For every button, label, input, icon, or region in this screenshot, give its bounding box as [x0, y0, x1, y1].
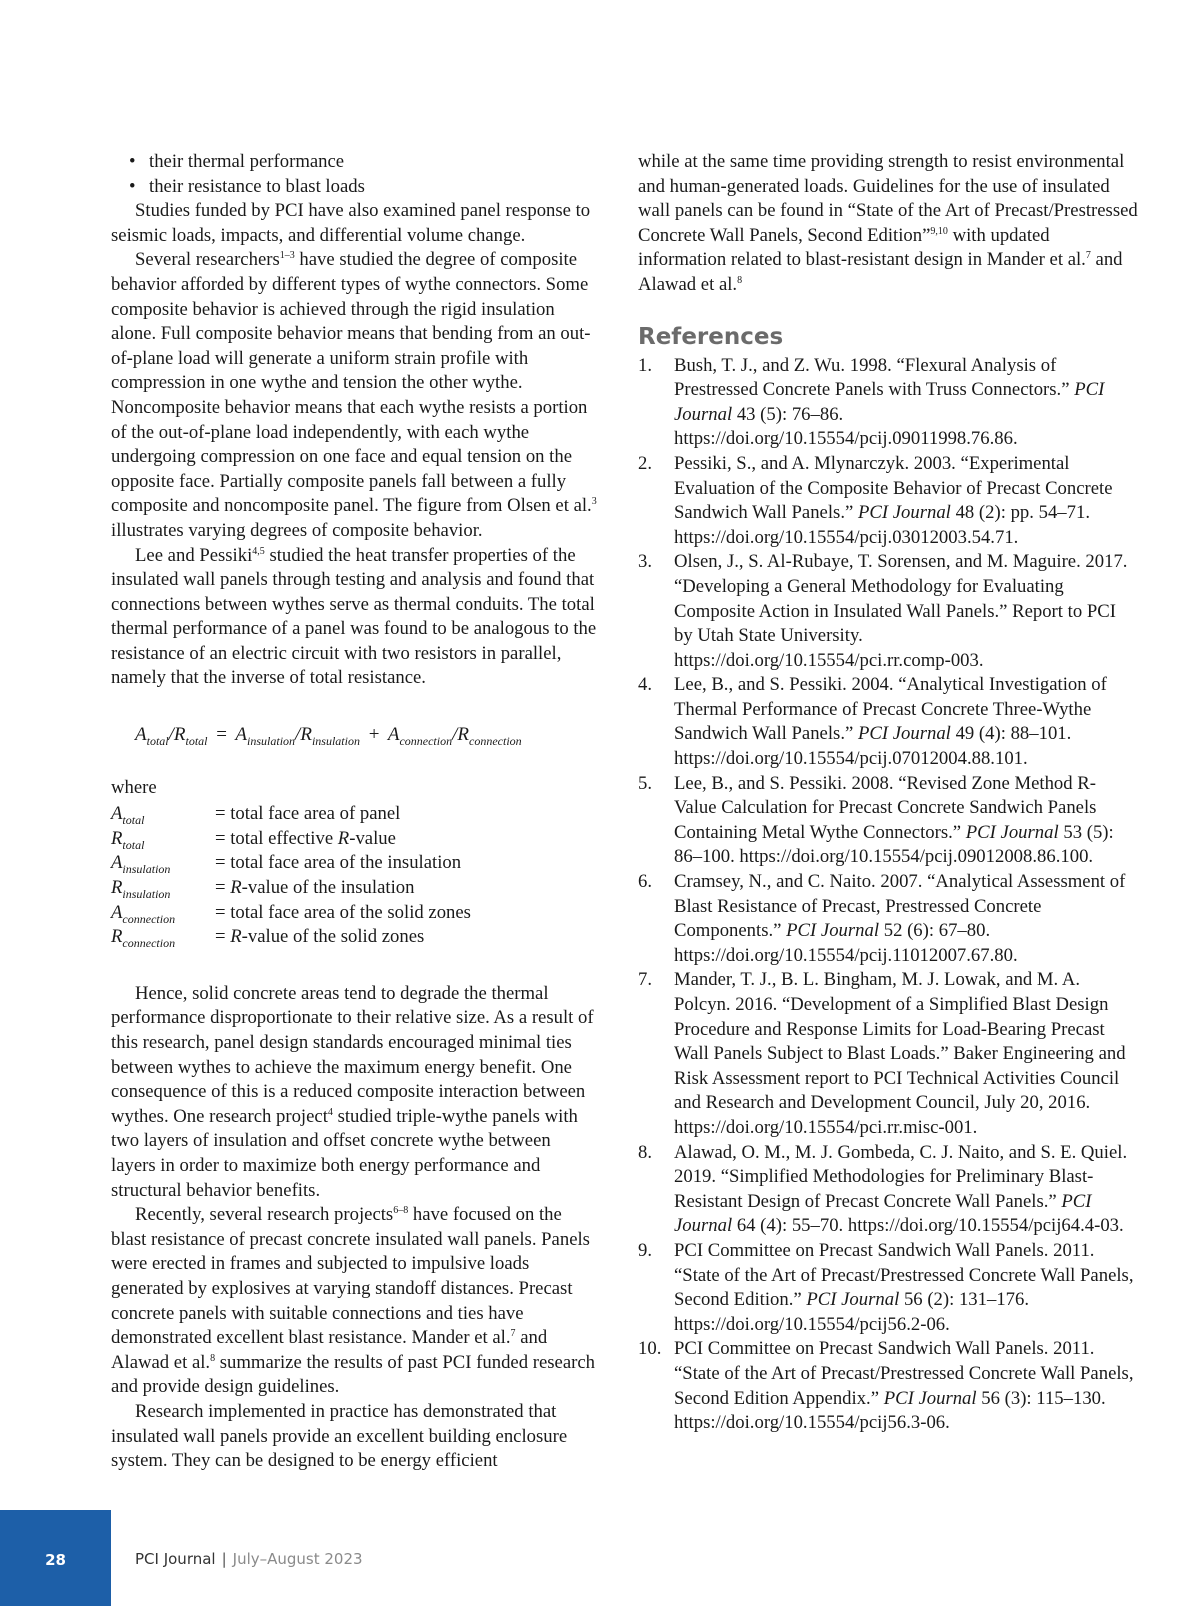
reference-item: 8. Alawad, O. M., M. J. Gombeda, C. J. Naito, and S. E. Quiel. 2019. “Simplified Methodologies for Preliminary Blast-Resistant Design of Precast Concrete Wall Panels.” PCI Journal 64 (4): 55–70. https://doi.org/10.15554/pcij64.4-03.: [638, 1141, 1128, 1237]
paragraph: while at the same time providing strength to resist environmental and human-generated loads. Guidelines for the use of insulated wall panels can be found in “State of the Art of Precast/Prestressed Concrete Wall Panels, Second Edition”$^{9,10}$ with updated information related to blast-resistant design in Mander et al.$^7$ and Alawad et al.$^8$: [638, 151, 1138, 295]
where-label: where: [111, 776, 157, 798]
definition-row: $R_{total}$ = total effective R-value: [111, 827, 396, 852]
paragraph: Several researchers$^{1-3}$ have studied the degree of composite behavior afforded by different types of wythe connectors. Some composite behavior is achieved through the rigid insulation alone. Full composite behavior means that bending from an out-of-plane load will generate a uniform strain profile with compression in one wythe and tension the other wythe. Noncomposite behavior means that each wythe resists a portion of the out-of-plane load independently, with each wythe undergoing compression on one face and equal tension on the opposite face. Partially composite panels fall between a fully composite and noncomposite panel. The figure from Olsen et al.$^3$ illustrates varying degrees of composite behavior.: [111, 249, 597, 541]
reference-item: 2. Pessiki, S., and A. Mlynarczyk. 2003. “Experimental Evaluation of the Composite Behavior of Precast Concrete Sandwich Wall Panels.” PCI Journal 48 (2): pp. 54–71. https://doi.org/10.15554/pcij.03012003.54.71.: [638, 452, 1113, 548]
journal-name: PCI Journal: [135, 1550, 216, 1568]
paragraph: Lee and Pessiki$^{4,5}$ studied the heat transfer properties of the insulated wall panels through testing and analysis and found that connections between wythes serve as thermal conduits. The total thermal performance of a panel was found to be analogous to the resistance of an electric circuit with two resistors in parallel, namely that the inverse of total resistance.: [111, 544, 597, 689]
citation: 4,5: [252, 545, 265, 557]
equation: $A_{total}/R_{total} = A_{insulation}/R_{insulation} + A_{connection}/R_{connection}$: [135, 724, 522, 749]
reference-item: 3. Olsen, J., S. Al-Rubaye, T. Sorensen, and M. Maguire. 2017. “Developing a General Methodology for Evaluating Composite Action in Insulated Wall Panels.” Report to PCI by Utah State University. https://doi.org/10.15554/pci.rr.comp-003.: [638, 551, 1128, 671]
paragraph: Studies funded by PCI have also examined panel response to seismic loads, impacts, and differential volume change.: [111, 200, 591, 246]
citation: 1–3: [279, 250, 295, 262]
page-number: 28: [45, 1551, 66, 1569]
citation: 9,10: [930, 225, 948, 237]
right-column: [638, 150, 1138, 1436]
reference-item: 1. Bush, T. J., and Z. Wu. 1998. “Flexural Analysis of Prestressed Concrete Panels with Truss Connectors.” PCI Journal 43 (5): 76–86. https://doi.org/10.15554/pcij.09011998.76.86.: [638, 354, 1105, 450]
definition-row: $A_{insulation}$ = total face area of the insulation: [111, 852, 462, 877]
definition-row: $A_{connection}$ = total face area of the solid zones: [111, 901, 471, 926]
citation: 4: [327, 1106, 333, 1118]
reference-item: 5. Lee, B., and S. Pessiki. 2008. “Revised Zone Method R-Value Calculation for Precast Concrete Sandwich Panels Containing Metal Wythe Connectors.” PCI Journal 53 (5): 86–100. https://doi.org/10.15554/pcij.09012008.86.100.: [638, 772, 1114, 868]
running-footer: [135, 1550, 363, 1568]
citation: 8: [737, 274, 743, 286]
reference-item: 4. Lee, B., and S. Pessiki. 2004. “Analytical Investigation of Thermal Performance of Precast Concrete Three-Wythe Sandwich Wall Panels.” PCI Journal 49 (4): 88–101. https://doi.org/10.15554/pcij.07012004.88.101.: [638, 674, 1107, 770]
definition-row: $R_{insulation}$ = R-value of the insulation: [111, 877, 415, 902]
definition-row: $R_{connection}$ = R-value of the solid zones: [111, 926, 425, 951]
reference-list: [638, 354, 1138, 1436]
references-heading: References: [638, 323, 784, 350]
citation: 3: [591, 496, 597, 508]
bullet-list: [111, 150, 597, 199]
definition-row: $A_{total}$ = total face area of panel: [111, 803, 401, 828]
variable-definitions: [111, 802, 597, 950]
citation: 8: [210, 1352, 216, 1364]
paragraph: Recently, several research projects$^{6-8}$ have focused on the blast resistance of precast concrete insulated wall panels. Panels were erected in frames and subjected to impulsive loads generated by explosives at varying standoff distances. Precast concrete panels with suitable connections and ties have demonstrated excellent blast resistance. Mander et al.$^7$ and Alawad et al.$^8$ summarize the results of past PCI funded research and provide design guidelines.: [111, 1204, 595, 1398]
reference-item: 9. PCI Committee on Precast Sandwich Wall Panels. 2011. “State of the Art of Precast/Prestressed Concrete Wall Panels, Second Edition.” PCI Journal 56 (2): 131–176. https://doi.org/10.15554/pcij56.2-06.: [638, 1239, 1134, 1335]
bullet-item: • their resistance to blast loads: [129, 175, 597, 200]
footer-separator: |: [221, 1550, 227, 1568]
reference-item: 6. Cramsey, N., and C. Naito. 2007. “Analytical Assessment of Blast Resistance of Precast, Prestressed Concrete Components.” PCI Journal 52 (6): 67–80. https://doi.org/10.15554/pcij.11012007.67.80.: [638, 871, 1126, 966]
reference-item: 10. PCI Committee on Precast Sandwich Wall Panels. 2011. “State of the Art of Precast/Prestressed Concrete Wall Panels, Second Edition Appendix.” PCI Journal 56 (3): 115–130. https://doi.org/10.15554/pcij56.3-06.: [638, 1338, 1134, 1434]
bullet-item: • their thermal performance: [129, 150, 597, 175]
issue-date: July–August 2023: [232, 1550, 363, 1568]
paragraph: Hence, solid concrete areas tend to degrade the thermal performance disproportionate to their relative size. As a result of this research, panel design standards encouraged minimal ties between wythes to achieve the maximum energy benefit. One consequence of this is a reduced composite interaction between wythes. One research project$^4$ studied triple-wythe panels with two layers of insulation and offset concrete wythe between layers in order to maximize both energy performance and structural behavior benefits.: [111, 982, 594, 1201]
left-column: [111, 150, 597, 1474]
citation: 6–8: [393, 1205, 409, 1217]
citation: 7: [1085, 250, 1091, 262]
paragraph: Research implemented in practice has demonstrated that insulated wall panels provide an excellent building enclosure system. They can be designed to be energy efficient: [111, 1400, 568, 1472]
citation: 7: [510, 1328, 516, 1340]
reference-item: 7. Mander, T. J., B. L. Bingham, M. J. Lowak, and M. A. Polcyn. 2016. “Development of a Simplified Blast Design Procedure and Response Limits for Load-Bearing Precast Wall Panels Subject to Blast Loads.” Baker Engineering and Risk Assessment report to PCI Technical Activities Council and Research and Development Council, July 20, 2016. https://doi.org/10.15554/pci.rr.misc-001.: [638, 969, 1126, 1138]
